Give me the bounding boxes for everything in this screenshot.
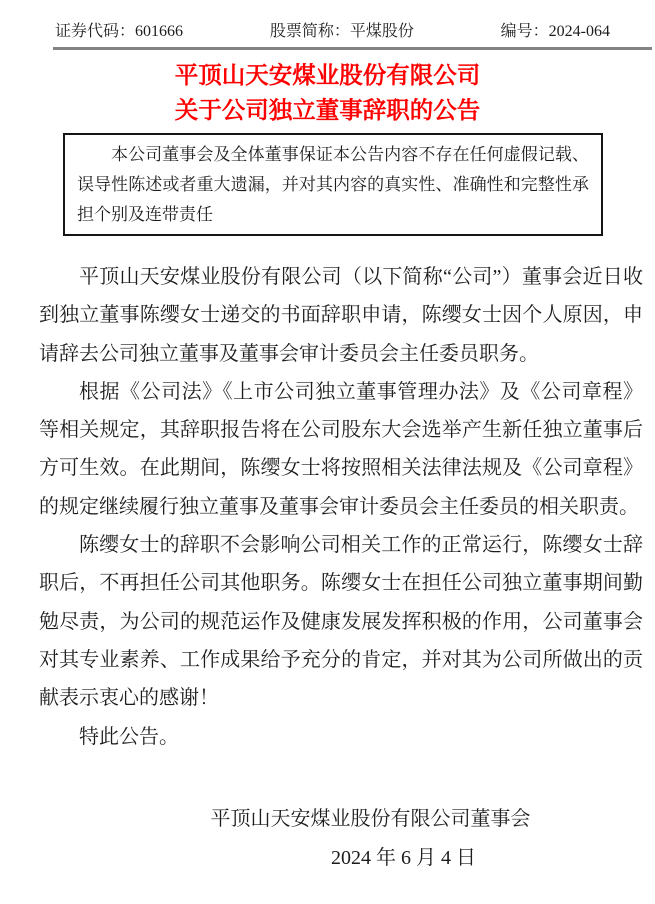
stock-short-name: 股票简称：平煤股份 [269,23,414,40]
company-name-title: 平顶山天安煤业股份有限公司 [174,62,481,88]
date-line: 2024 年 6 月 4 日 [331,846,476,869]
disclaimer-box [63,133,603,236]
signature-line: 平顶山天安煤业股份有限公司董事会 [210,807,531,830]
announcement-body [39,258,643,756]
paragraph-closing: 特此公告。 [79,725,179,748]
paragraph-legal-basis: 根据《公司法》《上市公司独立董事管理办法》及《公司章程》等相关规定，其辞职报告将在公司股东大会选举产生新任独立董事后方可生效。在此期间，陈缨女士将按照相关法律法规及《公司章程》的规定继续履行独立董事及董事会审计委员会主任委员的相关职责。 [39,380,643,518]
header-divider [53,47,652,50]
document-header [0,0,655,41]
disclaimer-text: 本公司董事会及全体董事保证本公告内容不存在任何虚假记载、误导性陈述或者重大遗漏，并对其内容的真实性、准确性和完整性承担个别及连带责任 [77,145,589,224]
paragraph-resignation-request: 平顶山天安煤业股份有限公司（以下简称“公司”）董事会近日收到独立董事陈缨女士递交的书面辞职申请，陈缨女士因个人原因，申请辞去公司独立董事及董事会审计委员会主任委员职务。 [39,266,643,365]
paragraph-acknowledgement: 陈缨女士的辞职不会影响公司相关工作的正常运行，陈缨女士辞职后，不再担任公司其他职务。陈缨女士在担任公司独立董事期间勤勉尽责，为公司的规范运作及健康发展发挥积极的作用，公司董事会对其专业素养、工作成果给予充分的肯定，并对其为公司所做出的贡献表示衷心的感谢！ [39,534,643,710]
announcement-number: 编号：2024-064 [500,23,610,40]
announcement-title: 关于公司独立董事辞职的公告 [174,97,481,123]
stock-code: 证券代码：601666 [55,23,184,40]
